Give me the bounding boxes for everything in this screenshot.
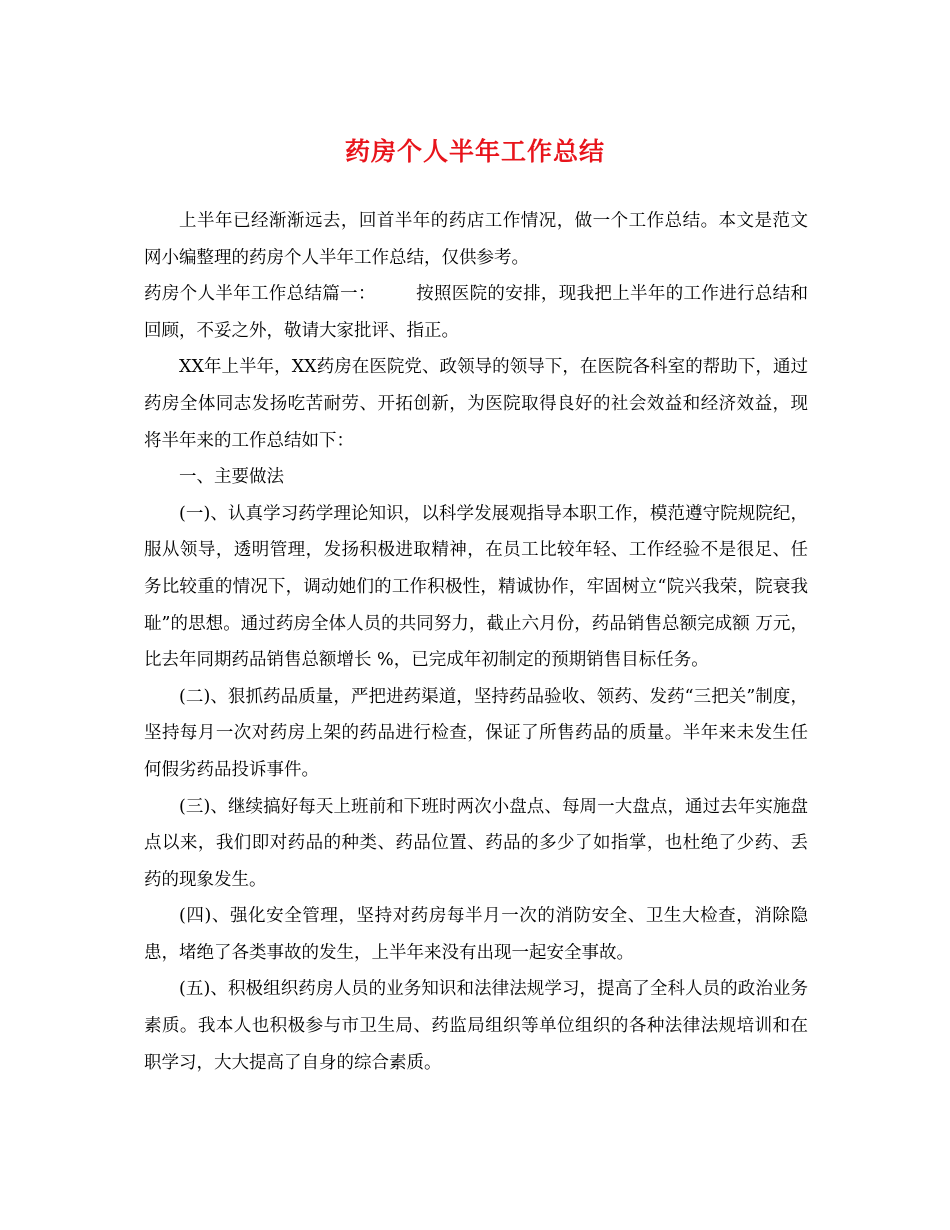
subheading-main-practices: 一、主要做法 — [179, 467, 284, 488]
document-body — [144, 203, 808, 1081]
section-heading-line — [144, 276, 808, 349]
item-5-paragraph: (五)、积极组织药房人员的业务知识和法律法规学习，提高了全科人员的政治业务素质。我本人也积极参与市卫生局、药监局组织等单位组织的各种法律法规培训和在职学习，大大提高了自身的综合素质。 — [144, 979, 808, 1073]
intro-paragraph: 上半年已经渐渐远去，回首半年的药店工作情况，做一个工作总结。本文是范文网小编整理的药房个人半年工作总结，仅供参考。 — [144, 211, 808, 268]
item-3-paragraph: (三)、继续搞好每天上班前和下班时两次小盘点、每周一大盘点，通过去年实施盘点以来，我们即对药品的种类、药品位置、药品的多少了如指掌，也杜绝了少药、丢药的现象发生。 — [144, 796, 808, 890]
document-title: 药房个人半年工作总结 — [344, 137, 605, 166]
section-heading: 药房个人半年工作总结篇一： — [144, 284, 376, 305]
overview-paragraph: XX年上半年，XX药房在医院党、政领导的领导下，在医院各科室的帮助下，通过药房全体同志发扬吃苦耐劳、开拓创新，为医院取得良好的社会效益和经济效益，现将半年来的工作总结如下： — [144, 357, 808, 451]
item-1-paragraph: (一)、认真学习药学理论知识，以科学发展观指导本职工作，模范遵守院规院纪，服从领导，透明管理，发扬积极进取精神，在员工比较年轻、工作经验不是很足、任务比较重的情况下，调动她们的工作积极性，精诚协作，牢固树立“院兴我荣，院衰我耻”的思想。通过药房全体人员的共同努力，截止六月份，药品销售总额完成额 万元，比去年同期药品销售总额增长 %，已完成年初制定的预期销售目标任务。 — [144, 503, 808, 671]
item-2-paragraph: (二)、狠抓药品质量，严把进药渠道，坚持药品验收、领药、发药“三把关”制度，坚持每月一次对药房上架的药品进行检查，保证了所售药品的质量。半年来未发生任何假劣药品投诉事件。 — [144, 686, 808, 780]
section-intro: 按照医院的安排，现我把上半年的工作进行总结和回顾，不妥之外，敬请大家批评、指正。 — [144, 284, 809, 341]
item-4-paragraph: (四)、强化安全管理，坚持对药房每半月一次的消防安全、卫生大检查，消除隐患，堵绝了各类事故的发生，上半年来没有出现一起安全事故。 — [144, 906, 808, 963]
